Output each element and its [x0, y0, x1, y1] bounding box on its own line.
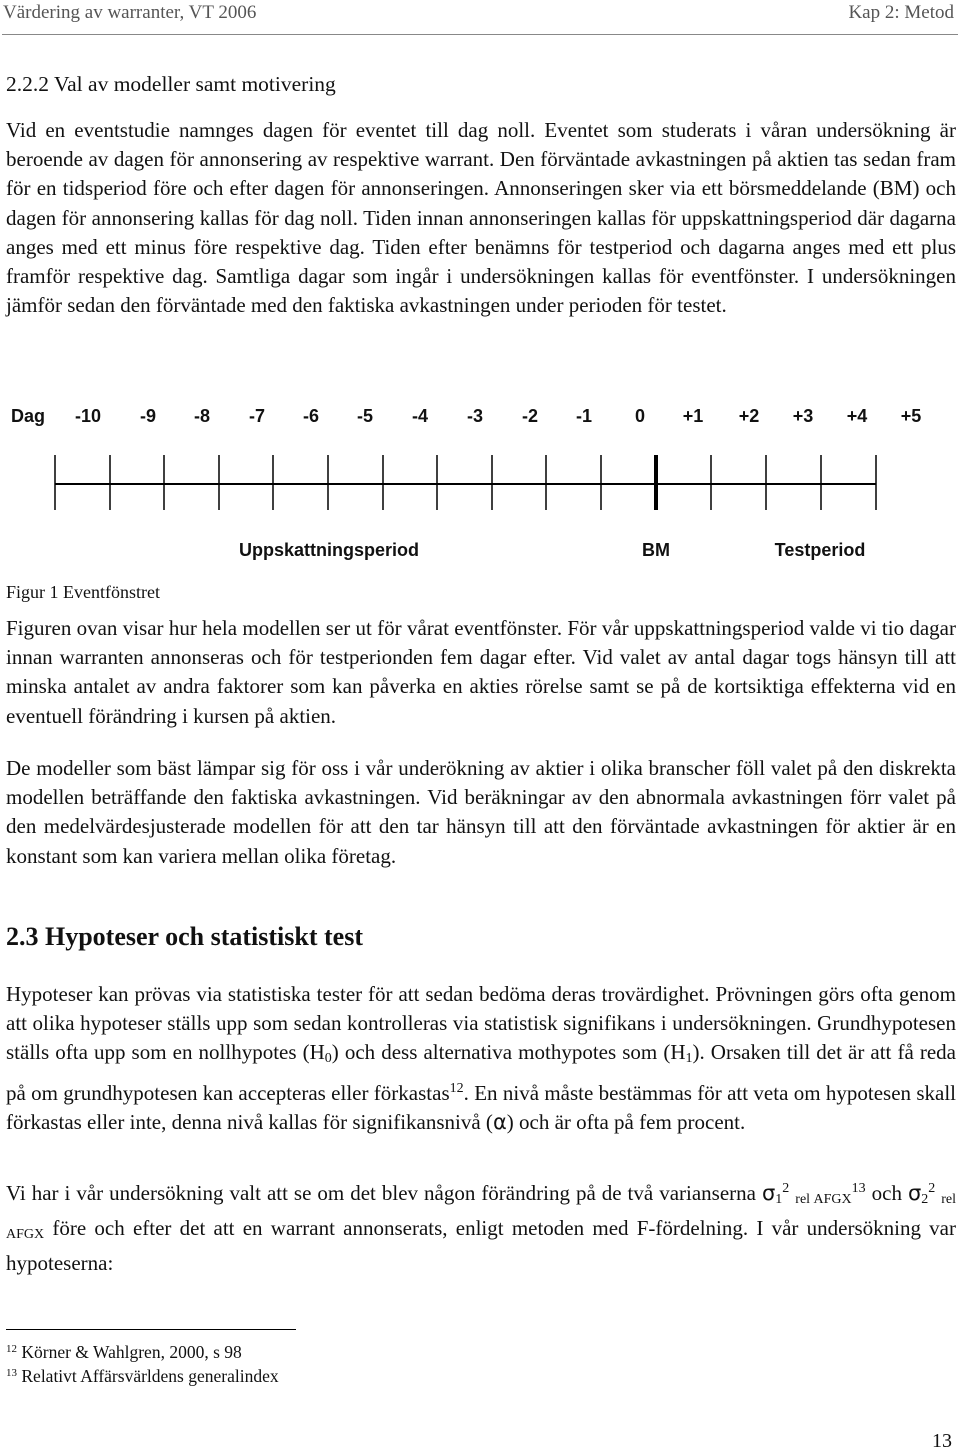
- subscript-h0: 0: [324, 1051, 332, 1067]
- day-label: +1: [682, 406, 704, 426]
- event-announcement-label: BM: [642, 540, 670, 560]
- footnote-ref-12: 12: [449, 1080, 464, 1096]
- subscript-rel-afgx: rel AFGX: [795, 1192, 852, 1207]
- text-run: ). Orsaken till det är att få reda på om grundhypotesen kan accepteras eller förkastas: [6, 1040, 956, 1105]
- header-divider: [2, 34, 958, 35]
- subscript-h1: 1: [685, 1051, 693, 1067]
- day-label: -7: [248, 406, 266, 426]
- running-header-title: Värdering av warranter, VT 2006: [3, 2, 257, 23]
- text-run: före och efter det att en warrant annonserats, enligt metoden med F-fördelning. I vår undersökning var hypoteserna:: [6, 1216, 956, 1276]
- footnote-ref-13: 13: [851, 1181, 866, 1196]
- footnote-text: Relativt Affärsvärldens generalindex: [21, 1366, 279, 1386]
- footnote-number: 12: [6, 1343, 17, 1355]
- paragraph-model-choice: De modeller som bäst lämpar sig för oss i vår underökning av aktier i olika branscher föll valet på den diskrekta modellen beträffande den faktiska avkastningen. Vid beräkningar av den abnormala avkastningen förr valet på den medelvärdesjusterade modellen för att den tar hänsyn till att den förväntade avkastningen för aktier är en konstant som kan variera mellan olika företag.: [6, 756, 956, 868]
- footnote-12: [6, 1342, 242, 1363]
- sigma-symbol: σ: [761, 1181, 776, 1205]
- paragraph-figure-explanation: Figuren ovan visar hur hela modellen ser ut för vårat eventfönster. För vår uppskattningsperiod valde vi tio dagar innan warranten annonseras och för testperionden fem dagar efter. Vid valet av antal dagar togs hänsyn till att minska antalet av andra faktorer som kan påverka en akties rörelse samt se på de kortsiktiga effekterna vid en eventuell förändring i kursen på aktien.: [6, 616, 956, 728]
- text-run: ) och dess alternativa mothypotes som (H: [331, 1040, 686, 1065]
- day-label: -2: [521, 406, 539, 426]
- superscript-2: 2: [782, 1181, 790, 1196]
- day-label: -3: [466, 406, 484, 426]
- day-label: +3: [792, 406, 814, 426]
- superscript-2: 2: [928, 1181, 936, 1196]
- day-label: 0: [634, 406, 646, 426]
- text-run: Vi har i vår undersökning valt att se om det blev någon förändring på de två varianserna: [6, 1181, 762, 1205]
- footnote-13: [6, 1366, 279, 1387]
- text-run: . En nivå måste bestämmas för att veta om hypotesen skall förkastas eller inte, denna nivå kallas för signifikansnivå (: [6, 1080, 957, 1134]
- section-heading-2-3: 2.3 Hypoteser och statistiskt test: [6, 922, 363, 951]
- timeline-row-label: Dag: [10, 406, 46, 426]
- subscript-2: 2: [921, 1192, 929, 1207]
- section-heading-2-2-2: 2.2.2 Val av modeller samt motivering: [6, 72, 336, 96]
- footnote-text: Körner & Wahlgren, 2000, s 98: [21, 1342, 242, 1362]
- day-label: -8: [193, 406, 211, 426]
- text-run: ) och är ofta på fem procent.: [506, 1109, 746, 1134]
- running-header-chapter: Kap 2: Metod: [848, 2, 954, 23]
- estimation-period-label: Uppskattningsperiod: [238, 540, 420, 560]
- paragraph-variance-test: [6, 1174, 956, 1279]
- subscript-rel-afgx: rel AFGX: [6, 1192, 957, 1243]
- day-label: -1: [575, 406, 593, 426]
- page-number: 13: [932, 1430, 952, 1452]
- timeline-day-row: [6, 406, 956, 434]
- day-label: -9: [139, 406, 157, 426]
- subscript-1: 1: [775, 1192, 783, 1207]
- day-label: -10: [74, 406, 102, 426]
- paragraph-event-study: Vid en eventstudie namnges dagen för eventet till dag noll. Eventet som studerats i våran undersökning är beroende av dagen för annonsering av respektive warrant. Den förväntade avkastningen på aktien tas sedan fram för en tidsperiod före och efter dagen för annonseringen. Annonseringen sker via ett börsmeddelande (BM) och dagen för annonsering kallas för dag noll. Tiden innan annonseringen kallas för uppskattningsperiod där dagarna anges med ett minus före respektive dag. Tiden efter benämns för testperiod och dagarna anges med ett plus framför respektive dag. Samtliga dagar som ingår i undersökningen kallas för eventfönster. I undersökningen jämför sedan den förväntade med den faktiska avkastningen under perioden för testet.: [6, 118, 956, 318]
- day-label: +2: [738, 406, 760, 426]
- day-label: -6: [302, 406, 320, 426]
- footnote-number: 13: [6, 1367, 17, 1379]
- day-label: +5: [900, 406, 922, 426]
- text-run: Hypoteser kan prövas via statistiska tester för att sedan bedöma deras trovärdighet. Prövningen görs ofta genom att olika hypoteser ställs upp som sedan kontrolleras via statistisk signifikans i undersökningen. Grundhypotesen ställs ofta upp som en nollhypotes (H: [6, 982, 956, 1065]
- text-run: och: [865, 1181, 908, 1205]
- sigma-symbol: σ: [907, 1181, 922, 1205]
- day-label: +4: [846, 406, 868, 426]
- test-period-label: Testperiod: [774, 540, 866, 560]
- day-label: -5: [356, 406, 374, 426]
- event-window-timeline: [0, 440, 960, 540]
- day-label: -4: [411, 406, 429, 426]
- paragraph-hypotheses: [6, 980, 956, 1137]
- figure-caption: Figur 1 Eventfönstret: [6, 582, 160, 602]
- footnote-divider: [6, 1329, 296, 1330]
- alpha-symbol: α: [492, 1109, 507, 1134]
